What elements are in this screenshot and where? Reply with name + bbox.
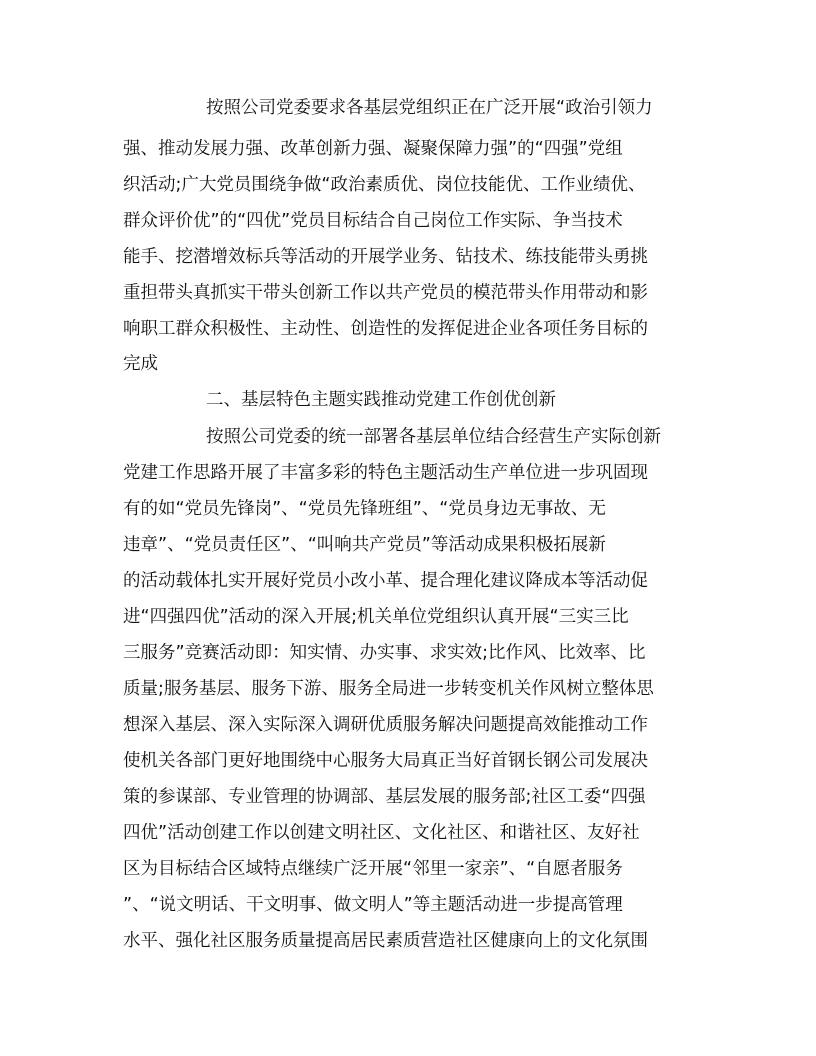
paragraph-1-line-8: 完成 xyxy=(123,354,158,374)
paragraph-1-line-5: 能手、挖潜增效标兵等活动的开展学业务、钻技术、练技能带头勇挑 xyxy=(123,247,648,267)
paragraph-1-line-2: 强、推动发展力强、改革创新力强、凝聚保障力强”的“四强”党组 xyxy=(123,139,623,159)
paragraph-1-line-6: 重担带头真抓实干带头创新工作以共产党员的模范带头作用带动和影 xyxy=(123,283,648,303)
paragraph-2-line-14: ”、“说文明话、干文明事、做文明人”等主题活动进一步提高管理 xyxy=(123,895,623,915)
paragraph-2-line-10: 使机关各部门更好地围绕中心服务大局真正当好首钢长钢公司发展决 xyxy=(123,751,648,771)
paragraph-2-line-5: 的活动载体扎实开展好党员小改小革、提合理化建议降成本等活动促 xyxy=(123,571,648,591)
section-heading: 二、基层特色主题实践推动党建工作创优创新 xyxy=(206,390,556,410)
paragraph-2-line-1: 按照公司党委的统一部署各基层单位结合经营生产实际创新 xyxy=(206,427,661,447)
paragraph-2-line-15: 水平、强化社区服务质量提高居民素质营造社区健康向上的文化氛围 xyxy=(123,931,648,951)
paragraph-2-line-13: 区为目标结合区域特点继续广泛开展“邻里一家亲”、“自愿者服务 xyxy=(123,859,623,879)
paragraph-2-line-6: 进“四强四优”活动的深入开展;机关单位党组织认真开展“三实三比 xyxy=(123,607,629,627)
paragraph-2-line-7: 三服务”竞赛活动即：知实情、办实事、求实效;比作风、比效率、比 xyxy=(123,643,646,663)
paragraph-1-line-3: 织活动;广大党员围绕争做“政治素质优、岗位技能优、工作业绩优、 xyxy=(123,175,646,195)
paragraph-2-line-9: 想深入基层、深入实际深入调研优质服务解决问题提高效能推动工作 xyxy=(123,715,648,735)
paragraph-2-line-3: 有的如“党员先锋岗”、“党员先锋班组”、“党员身边无事故、无 xyxy=(123,499,606,519)
paragraph-1-line-7: 响职工群众积极性、主动性、创造性的发挥促进企业各项任务目标的 xyxy=(123,319,648,339)
paragraph-2-line-2: 党建工作思路开展了丰富多彩的特色主题活动生产单位进一步巩固现 xyxy=(123,463,648,483)
paragraph-2-line-12: 四优”活动创建工作以创建文明社区、文化社区、和谐社区、友好社 xyxy=(123,823,640,843)
paragraph-2-line-4: 违章”、“党员责任区”、“叫响共产党员”等活动成果积极拓展新 xyxy=(123,535,606,555)
paragraph-2-line-8: 质量;服务基层、服务下游、服务全局进一步转变机关作风树立整体思 xyxy=(123,679,654,699)
paragraph-1-line-4: 群众评价优”的“四优”党员目标结合自己岗位工作实际、争当技术 xyxy=(123,211,623,231)
paragraph-2-line-11: 策的参谋部、专业管理的协调部、基层发展的服务部;社区工委“四强 xyxy=(123,787,646,807)
paragraph-1-line-1: 按照公司党委要求各基层党组织正在广泛开展“政治引领力 xyxy=(206,98,653,118)
